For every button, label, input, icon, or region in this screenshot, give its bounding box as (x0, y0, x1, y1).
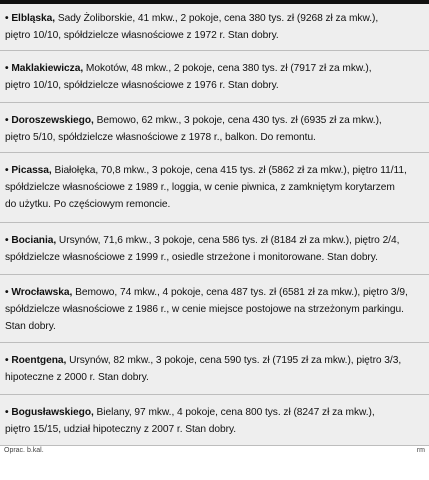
author-initials: rm (416, 447, 425, 454)
listing-details: Mokotów, 48 mkw., 2 pokoje, cena 380 tys. zł (7917 zł za mkw.), (83, 63, 372, 74)
listing-details: piętro 10/10, spółdzielcze własnościowe z 1972 r. Stan dobry. (5, 30, 279, 41)
listing-item (0, 343, 429, 395)
listing-details: Białołęka, 70,8 mkw., 3 pokoje, cena 415 tys. zł (5862 zł za mkw.), piętro 11/11, (51, 165, 407, 176)
listing-details: spółdzielcze własnościowe z 1989 r., loggia, w cenie piwnica, z zamkniętym korytarzem (5, 182, 395, 193)
listing-details: Bemowo, 74 mkw., 4 pokoje, cena 487 tys. zł (6581 zł za mkw.), piętro 3/9, (72, 287, 408, 298)
street-name: Maklakiewicza, (11, 63, 84, 74)
bullet: • (5, 13, 9, 24)
listing-item (0, 153, 429, 223)
listing-details: piętro 10/10, spółdzielcze własnościowe z 1976 r. Stan dobry. (5, 80, 279, 91)
bullet: • (5, 287, 9, 298)
listing-item (0, 51, 429, 103)
street-name: Elbląska, (11, 13, 56, 24)
street-name: Bociania, (11, 235, 57, 246)
listing-details: Ursynów, 71,6 mkw., 3 pokoje, cena 586 tys. zł (8184 zł za mkw.), piętro 2/4, (56, 235, 400, 246)
listing-details: Stan dobry. (5, 321, 56, 332)
listing-item (0, 223, 429, 275)
listing-item (0, 275, 429, 343)
listing-item (0, 4, 429, 51)
listing-details: do użytku. Po częściowym remoncie. (5, 199, 171, 210)
listing-details: piętro 5/10, spółdzielcze własnościowe z 1978 r., balkon. Do remontu. (5, 132, 316, 143)
listing-details: spółdzielcze własnościowe z 1986 r., w cenie miejsce postojowe na strzeżonym parkingu. (5, 304, 404, 315)
listing-details: Ursynów, 82 mkw., 3 pokoje, cena 590 tys. zł (7195 zł za mkw.), piętro 3/3, (66, 355, 402, 366)
listing-details: Bielany, 97 mkw., 4 pokoje, cena 800 tys. zł (8247 zł za mkw.), (93, 407, 375, 418)
listing-details: Bemowo, 62 mkw., 3 pokoje, cena 430 tys. zł (6935 zł za mkw.), (93, 115, 382, 126)
bullet: • (5, 355, 9, 366)
bullet: • (5, 235, 9, 246)
listing-item (0, 103, 429, 153)
listing-details: hipoteczne z 2000 r. Stan dobry. (5, 372, 149, 383)
bullet: • (5, 407, 9, 418)
bullet: • (5, 165, 9, 176)
listing-details: Sady Żoliborskie, 41 mkw., 2 pokoje, cena 380 tys. zł (9268 zł za mkw.), (55, 13, 379, 24)
listing-details: spółdzielcze własnościowe z 1999 r., osiedle strzeżone i monitorowane. Stan dobry. (5, 252, 378, 263)
street-name: Wrocławska, (11, 287, 73, 298)
bullet: • (5, 115, 9, 126)
source-credit: Oprac. b.kal. (4, 447, 44, 454)
street-name: Doroszewskiego, (11, 115, 94, 126)
listing-details: piętro 15/15, udział hipoteczny z 2007 r. Stan dobry. (5, 424, 237, 435)
bullet: • (5, 63, 9, 74)
street-name: Roentgena, (11, 355, 67, 366)
street-name: Picassa, (11, 165, 52, 176)
listing-item (0, 395, 429, 446)
street-name: Bogusławskiego, (11, 407, 94, 418)
footer (0, 446, 429, 460)
